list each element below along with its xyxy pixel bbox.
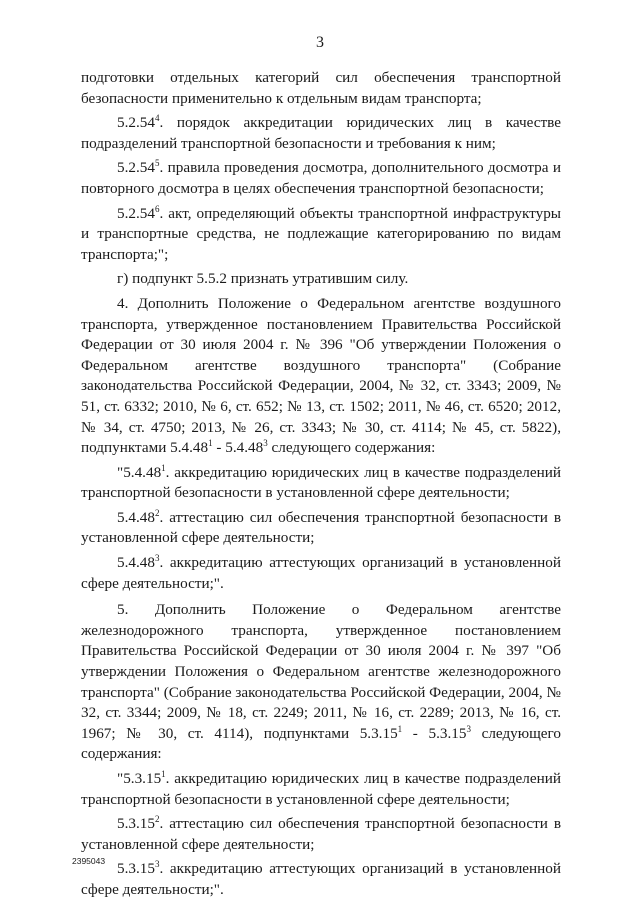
text-segment: . правила проведения досмотра, дополнительного досмотра и повторного досмотра в целях обеспечения транспортной безопасности; xyxy=(81,159,561,197)
superscript-index: 1 xyxy=(397,723,403,734)
text-segment: "5.4.48 xyxy=(117,463,162,481)
text-segment: 5.2.54 xyxy=(117,159,155,177)
superscript-index: 5 xyxy=(154,158,160,169)
paragraph-p2 xyxy=(81,113,561,154)
superscript-index: 1 xyxy=(161,768,166,779)
document-body xyxy=(81,68,561,901)
superscript-index: 1 xyxy=(208,438,213,449)
text-segment: - 5.3.15 xyxy=(402,724,467,742)
paragraph-p4 xyxy=(81,204,561,266)
superscript-index: 1 xyxy=(161,462,166,473)
paragraph-p8 xyxy=(81,508,561,549)
paragraph-p10 xyxy=(81,600,561,765)
paragraph-p1 xyxy=(81,68,561,109)
superscript-index: 6 xyxy=(154,203,160,214)
text-segment: г) подпункт 5.5.2 признать утратившим силу. xyxy=(117,270,409,288)
text-segment: 5.2.54 xyxy=(117,114,155,132)
text-segment: 5.2.54 xyxy=(117,204,155,222)
superscript-index: 3 xyxy=(263,438,268,449)
text-segment: следующего содержания: xyxy=(81,724,561,763)
document-code: 2395043 xyxy=(72,856,106,866)
paragraph-p6 xyxy=(81,294,561,459)
text-segment: . акт, определяющий объекты транспортной инфраструктуры и транспортные средства, не подлежащие категорированию по видам транспорта;"; xyxy=(81,204,561,263)
text-segment: - 5.4.48 xyxy=(212,439,264,457)
superscript-index: 3 xyxy=(154,553,160,563)
text-segment: . порядок аккредитации юридических лиц в качестве подразделений транспортной безопасности и требования к ним; xyxy=(81,114,561,152)
paragraph-p13 xyxy=(81,859,561,900)
text-segment: 4. Дополнить Положение о Федеральном агентстве воздушного транспорта, утвержденное постановлением Правительства Российской Федерации от 30 июля 2004 г. № 396 "Об утверждении Положения о Федеральном агентстве воздушного транспорта" (Собрание законодательства Российской Федерации, 2004, № 32, ст. 3343; 2009, № 51, ст. 6332; 2010, № 6, ст. 652; № 13, ст. 1502; 2011, № 46, ст. 6520; 2012, № 34, ст. 4750; 2013, № 26, ст. 3343; № 30, ст. 4114; № 45, ст. 5822), подпунктами 5.4.48 xyxy=(81,294,561,457)
superscript-index: 3 xyxy=(154,859,160,870)
text-segment: 5. Дополнить Положение о Федеральном агентстве железнодорожного транспорта, утвержденное постановлением Правительства Российской Федерации от 30 июля 2004 г. № 397 "Об утверждении Положения о Федеральном агентстве железнодорожного транспорта" (Собрание законодательства Российской Федерации, 2004, № 32, ст. 3344; 2009, № 18, ст. 2249; 2011, № 16, ст. 2289; 2013, № 16, ст. 1967; № 30, ст. 4114), подпунктами 5.3.15 xyxy=(81,601,561,742)
superscript-index: 3 xyxy=(466,723,471,734)
superscript-index: 2 xyxy=(154,814,160,825)
text-segment: . аккредитацию аттестующих организаций в установленной сфере деятельности;". xyxy=(81,860,561,898)
paragraph-p9 xyxy=(81,553,561,594)
paragraph-p7 xyxy=(81,463,561,504)
superscript-index: 2 xyxy=(154,507,160,518)
text-segment: 5.4.48 xyxy=(117,508,155,526)
text-segment: . аккредитацию юридических лиц в качестве подразделений транспортной безопасности в установленной сфере деятельности; xyxy=(81,463,561,502)
text-segment: . аттестацию сил обеспечения транспортной безопасности в установленной сфере деятельности; xyxy=(81,508,561,547)
text-segment: . аккредитацию юридических лиц в качестве подразделений транспортной безопасности в установленной сфере деятельности; xyxy=(81,770,561,808)
paragraph-p5 xyxy=(81,269,561,290)
paragraph-p3 xyxy=(81,158,561,199)
text-segment: подготовки отдельных категорий сил обеспечения транспортной безопасности применительно к отдельным видам транспорта; xyxy=(81,69,561,107)
page-number: 3 xyxy=(316,34,324,51)
text-segment: 5.4.48 xyxy=(117,554,155,572)
text-segment: 5.3.15 xyxy=(117,860,155,878)
text-segment: "5.3.15 xyxy=(117,770,162,787)
text-segment: 5.3.15 xyxy=(117,815,155,833)
paragraph-p12 xyxy=(81,814,561,855)
paragraph-p11 xyxy=(81,769,561,810)
text-segment: . аттестацию сил обеспечения транспортной безопасности в установленной сфере деятельности; xyxy=(81,815,561,853)
superscript-index: 4 xyxy=(154,113,160,124)
text-segment: следующего содержания: xyxy=(267,439,436,457)
text-segment: . аккредитацию аттестующих организаций в установленной сфере деятельности;". xyxy=(81,554,561,592)
